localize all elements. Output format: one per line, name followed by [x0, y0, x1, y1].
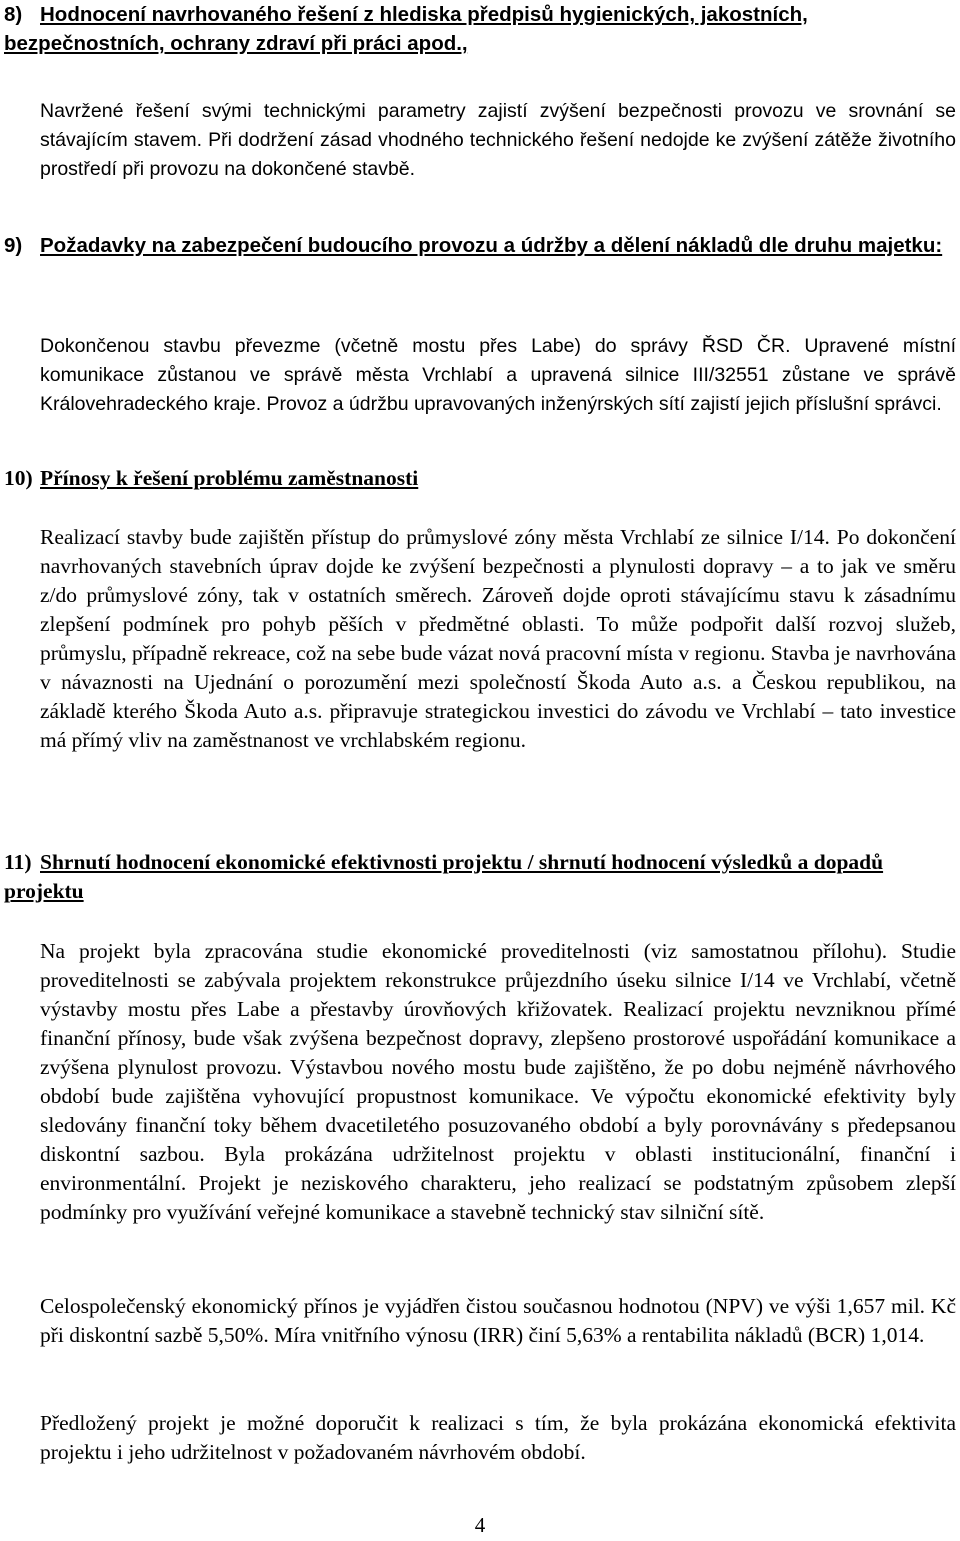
- section-9-body: Dokončenou stavbu převezme (včetně mostu přes Labe) do správy ŘSD ČR. Upravené místní komunikace zůstanou ve správě města Vrchlabí a upravená silnice III/32551 zůstane ve správě Královehradeckého kraje. Provoz a údržbu upravovaných inženýrských sítí zajistí jejich příslušní správci.: [40, 335, 956, 415]
- section-8-title: Hodnocení navrhovaného řešení z hlediska předpisů hygienických, jakostních, bezpečnostních, ochrany zdraví při práci apod.,: [4, 3, 808, 55]
- section-9-number: 9): [4, 234, 23, 257]
- section-11-title: Shrnutí hodnocení ekonomické efektivnosti projektu / shrnutí hodnocení výsledků a dopadů projektu: [4, 850, 884, 903]
- section-9-title: Požadavky na zabezpečení budoucího provozu a údržby a dělení nákladů dle druhu majetku:: [40, 234, 943, 257]
- section-10-number: 10): [4, 466, 33, 490]
- section-11-heading: [4, 848, 956, 906]
- section-8-heading: [4, 0, 956, 58]
- section-11-recommendation: Předložený projekt je možné doporučit k realizaci s tím, že byla prokázána ekonomická efektivita projektu i jeho udržitelnost v požadovaném návrhovém období.: [40, 1411, 956, 1464]
- section-9-heading: [4, 231, 956, 260]
- section-11-body: Na projekt byla zpracována studie ekonomické proveditelnosti (viz samostatnou přílohu). Studie proveditelnosti se zabývala projektem rekonstrukce průjezdního úseku silnice I/14 ve Vrchlabí, včetně výstavby mostu přes Labe a přestavby úrovňových křižovatek. Realizací projektu nevzniknou přímé finanční přínosy, bude však zvýšena bezpečnost dopravy, zlepšeno prostorové uspořádání komunikace a zvýšena plynulost provozu. Výstavbou nového mostu bude zajištěno, že po dobu nejméně návrhového období bude zajištěna vyhovující propustnost komunikace. Ve výpočtu ekonomické efektivity byly sledovány finanční toky během dvacetiletého posuzovaného období a byly porovnávány s předepsanou diskontní sazbou. Byla prokázána udržitelnost projektu v oblasti institucionální, finanční i environmentální. Projekt je neziskového charakteru, jeho realizací se podstatným způsobem zlepší podmínky pro využívání veřejné komunikace a stavebně technický stav silniční sítě.: [40, 939, 956, 1224]
- section-10-title: Přínosy k řešení problému zaměstnanosti: [40, 466, 419, 490]
- section-11-economic-results: Celospolečenský ekonomický přínos je vyjádřen čistou současnou hodnotou (NPV) ve výši 1,657 mil. Kč při diskontní sazbě 5,50%. Míra vnitřního výnosu (IRR) činí 5,63% a rentabilita nákladů (BCR) 1,014.: [40, 1294, 956, 1347]
- section-10-body: Realizací stavby bude zajištěn přístup do průmyslové zóny města Vrchlabí ze silnice I/14. Po dokončení navrhovaných stavebních úprav dojde ke zvýšení bezpečnosti a plynulosti dopravy – a to jak ve směru z/do průmyslové zóny, tak v ostatních směrech. Zároveň dojde oproti stávajícímu stavu k zásadnímu zlepšení podmínek pro pohyb pěších v předmětné oblasti. To může podpořit další rozvoj služeb, průmyslu, případně rekreace, což na sebe bude vázat nová pracovní místa v regionu. Stavba je navrhována v návaznosti na Ujednání o porozumění mezi společností Škoda Auto a.s. a Českou republikou, na základě kterého Škoda Auto a.s. připravuje strategickou investici do závodu ve Vrchlabí – tato investice má přímý vliv na zaměstnanost ve vrchlabském regionu.: [40, 525, 956, 752]
- section-10-heading: [4, 464, 956, 493]
- section-11-number: 11): [4, 850, 32, 874]
- section-8-number: 8): [4, 3, 23, 26]
- page-number: 4: [474, 1513, 486, 1537]
- section-8-body: Navržené řešení svými technickými parametry zajistí zvýšení bezpečnosti provozu ve srovnání se stávajícím stavem. Při dodržení zásad vhodného technického řešení nedojde ke zvýšení zátěže životního prostředí při provozu na dokončené stavbě.: [40, 100, 956, 180]
